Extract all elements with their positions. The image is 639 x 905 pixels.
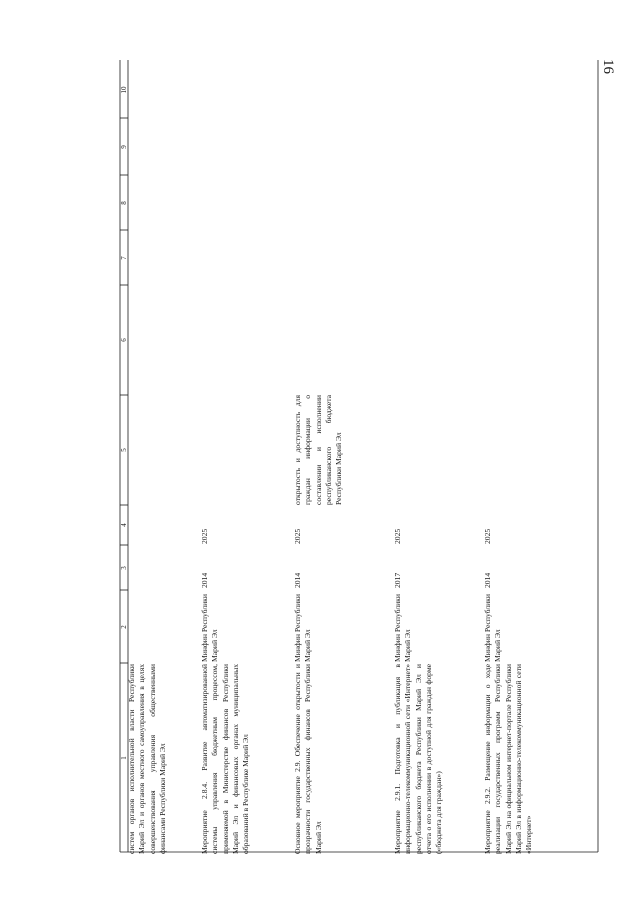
row5-col3: 2014 (483, 572, 492, 588)
col-header-5: 5 (120, 448, 128, 452)
page-number: 16 (600, 59, 616, 74)
row3-col3: 2014 (293, 572, 302, 588)
row2-col4: 2025 (200, 528, 209, 544)
row2-col1: Мероприятие 2.8.4. Развитие автоматизированной системы управления бюджетным процессом, применяемой в Министерстве финансов Республики Марий Эл и финансовых органах муниципальных образований в Республике Марий Эл (200, 664, 251, 854)
col-header-9: 9 (120, 145, 128, 149)
row5-col4: 2025 (483, 528, 492, 544)
row3-col2: Минфин Республики Марий Эл (293, 594, 313, 662)
row2-col2: Минфин Республики Марий Эл (200, 594, 220, 662)
row4-col1: Мероприятие 2.9.1. Подготовка и публикация в информационно-телекоммуникационной сети «Интернет» республиканского бюджета Республики Марий Эл и отчета о его исполнении в доступной для граждан форме («бюджета для граждан») (393, 664, 444, 854)
row4-col3: 2017 (393, 572, 402, 588)
col-header-7: 7 (120, 256, 128, 260)
row3-col5: открытость и доступность для граждан информации о составлении и исполнении республиканского бюджета Республики Марий Эл (293, 395, 344, 505)
col-header-4: 4 (120, 523, 128, 527)
row3-col4: 2025 (293, 528, 302, 544)
col-header-10: 10 (120, 86, 128, 94)
col-header-3: 3 (120, 566, 128, 570)
row3-col1: Основное мероприятие 2.9. Обеспечение открытости и прозрачности государственных финансов Республики Марий Эл (293, 664, 323, 854)
row4-col2: Минфин Республики Марий Эл (393, 594, 413, 662)
col-header-1: 1 (120, 756, 128, 760)
row4-col4: 2025 (393, 528, 402, 544)
row5-col1: Мероприятие 2.9.2. Размещение информации о ходе реализации государственных программ Республики Марий Эл на официальном интернет-портале Республики Марий Эл в информационно-телекоммуникационной сети «Интернет» (483, 664, 534, 854)
col-header-6: 6 (120, 338, 128, 342)
column-headers (120, 86, 128, 760)
row1-col1: систем органов исполнительной власти Республики Марий Эл и органов местного самоуправления в целях совершенствования управления общественными финансами Республики Марий Эл (127, 664, 167, 854)
col-header-2: 2 (120, 625, 128, 629)
row5-col2: Минфин Республики Марий Эл (483, 594, 503, 662)
col-header-8: 8 (120, 201, 128, 205)
row2-col3: 2014 (200, 572, 209, 588)
